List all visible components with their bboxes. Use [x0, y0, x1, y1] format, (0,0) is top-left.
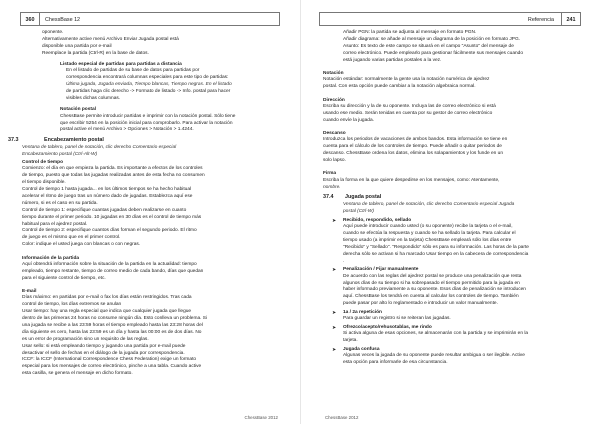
text-line: cuando envíe la jugada.	[323, 117, 374, 123]
text-line: control de tiempo, los días extremos se anulan	[22, 302, 122, 308]
text-line: Días máximo: en partidas por e-mail o fax los días están restringidos. Tras cada	[22, 295, 192, 301]
text-line: especial para los mensajes de correo electrónico, pinche a una tabla. Cuando active	[22, 364, 202, 370]
text-line: de partidas haga clic derecho -> Formato de listado -> Info. postal para hacer	[66, 89, 231, 95]
text-line: Si activa alguna de esas opciones, se almacenarán con la partida y se imprimirán en la	[343, 331, 529, 337]
section-menu-path	[323, 202, 581, 215]
arrow-bullet-icon: ➤	[332, 310, 337, 317]
text-line: Última jugada, Jugada enviada, Tiempo blancas, Tiempo negras. En el listado	[66, 82, 232, 88]
text-line: Añadir diagrama: se añade al mensaje un diagrama de la posición en formato JPG.	[343, 36, 521, 42]
text-line: ICCF: la ICCF (International Correspondence Chess Federation) exige un formato	[22, 357, 197, 363]
text-line: Encabezamiento postal (Ctrl-Alt-W)	[22, 151, 98, 157]
page-number: 360	[21, 13, 40, 25]
section-heading	[323, 194, 581, 200]
text-line: Añadir PGN: la partida se adjunta al mensaje en formato PGN.	[343, 30, 477, 35]
text-line: esta opción para informarle de esa circunstancia.	[343, 360, 448, 366]
text-line: cuenta para el cálculo de los controles de tiempo. Puede añadir o quitar periodos de	[323, 144, 502, 150]
list-item	[323, 218, 581, 265]
text-line: está jugando varias partidas postales a la vez.	[343, 57, 442, 63]
right-page-header	[319, 12, 581, 26]
arrow-bullet-icon: ➤	[332, 217, 337, 224]
text-line: correo electrónico. Puede emplearlo para gestionar fácilmente sus mensajes cuando	[343, 50, 523, 56]
text-line: Para guardar un registro si se reiteran las jugadas.	[343, 316, 451, 322]
text-line: Aquí obtendrá información sobre la situación de la partida en la actualidad: tiempo	[22, 261, 197, 267]
section-number: 37.3	[8, 136, 19, 143]
text-line: usando ese medio. Serán tenidas en cuenta por su gestor de correo electrónico	[323, 110, 493, 116]
text-line: Control de tiempo 1: especifique cuantas jugadas deben realizarse en cuanto	[22, 207, 187, 213]
text-line: Notación estándar: normalmente la gente usa la notación numérica de ajedrez	[323, 77, 490, 83]
text-line: aquí. ChessBase los tendrá en cuenta al calcular los controles de tiempo. También	[343, 294, 519, 300]
text-line: disponible una partida por e-mail	[42, 43, 112, 49]
firma-heading: Firma	[323, 171, 337, 177]
header-title: ChessBase 12	[45, 17, 81, 23]
arrow-bullet-icon: ➤	[332, 325, 337, 332]
text-line: puede pasar por alto lo reglamentado e introducir un valor manualmente.	[343, 301, 498, 307]
text-line: derecha sólo se activan si ha marcado Usar tiempo en la cabecera de correspondencia	[343, 251, 529, 257]
text-line: Usar tiempo: hay una regla especial que indica que cualquier jugada que llegue	[22, 309, 192, 315]
text-line: el tiempo disponible.	[22, 180, 66, 186]
page-number: 241	[561, 13, 580, 25]
item-title: 1a / 2a repetición	[343, 310, 382, 316]
text-line: Color: indique el usted juega con blancas o con negras.	[22, 242, 141, 248]
text-line: día siguiente es cero, hasta las 23:59 es un día y hasta las 00:00 es de dos días. No	[22, 329, 202, 335]
text-line: ChessBase permite introducir partidas e imprimir con la notación postal. Sólo tiene	[60, 113, 236, 119]
left-page-content	[8, 30, 280, 378]
text-line: para el siguiente control de tiempo, etc.	[22, 275, 106, 281]
control-tiempo-block	[22, 166, 280, 248]
text-line: cuando se efectúa la respuesta y cuando se ha sellado la tarjeta. Para calcular el	[343, 231, 516, 237]
left-page-header	[20, 12, 280, 26]
text-line: de tiempo, puesto que todas las jugadas realizadas antes de esta fecha no consumen	[22, 173, 205, 179]
text-line: Usar sello: si está empleando tiempo y jugando una partida por e-mail puede	[22, 343, 186, 349]
text-line: En el listado de partidas de su base de datos para partidas por	[66, 68, 200, 74]
text-line: Introduzca los periodos de vacaciones de ambos bandos. Esta información se tiene en	[323, 137, 508, 143]
listado-heading: Listado especial de partidas para partidas a distancia	[60, 62, 182, 68]
text-line: Reemplace la partida (Ctrl-R) en la base de datos.	[42, 50, 149, 56]
notacion-postal-heading: Notación postal	[60, 107, 96, 113]
text-line: Comienzo: el día en que empieza la partida. Es importante a efectos de los controles	[22, 166, 203, 172]
item-title: Jugada confusa	[343, 347, 380, 353]
right-page	[300, 0, 600, 424]
text-line: Alternativamente active menú Archivo Enviar Jugada postal está	[42, 36, 179, 42]
list-item	[323, 310, 581, 323]
text-line: correspondencia encontrará columnas especiales para este tipo de partidas:	[66, 75, 229, 81]
text-line: haber informado previamente a su oponente. Esos días de penalización se introducen	[343, 287, 526, 293]
header-title: Referencia	[527, 17, 554, 23]
list-item	[323, 325, 581, 344]
list-item	[323, 267, 581, 307]
direccion-block	[323, 104, 581, 124]
text-line: de juego es el mismo que en el primer control.	[22, 235, 121, 241]
info-partida-block	[22, 262, 280, 282]
email-block	[22, 295, 280, 377]
arrow-bullet-icon: ➤	[332, 347, 337, 354]
text-line: esta casilla, se genera el mensaje en dicho formato.	[22, 371, 133, 377]
text-line: descanso. ChessBase ordena los datos, elimina los solapamientos y los funde en un	[323, 151, 503, 157]
text-line: algunos días de su tiempo si ha sobrepasado el tiempo permitido para la jugada en	[343, 280, 520, 286]
section-menu-path	[22, 145, 280, 158]
firma-block	[323, 178, 581, 191]
right-page-content	[323, 30, 581, 367]
descanso-block	[323, 137, 581, 164]
text-line: tarjeta.	[343, 338, 358, 344]
text-line: que escribir 5254 en la posición inicial para comprobarlo. Para activar la notación	[60, 120, 233, 126]
text-line: Escriba su dirección y la de su oponente. Incluya las de correo electrónico si está	[323, 103, 496, 109]
item-title: Recibido, respondido, sellado	[343, 217, 412, 223]
text-line: una jugada se recibe a las 23:59 horas el tiempo empleado hasta las 23:28 horas del	[22, 322, 203, 328]
text-line: De acuerdo con las reglas del ajedrez postal se produce una penalización que resta	[343, 273, 522, 279]
text-line: Ventana de tablero, panel de notación, clic derecho Comentario especial	[22, 144, 177, 150]
text-line: dentro de las primeras 24 horas no consume ningún día. Esto conlleva un problema. Si	[22, 316, 208, 322]
text-line: Algunas veces la jugada de su oponente puede resultar ambigua o ser ilegible. Active	[343, 353, 525, 359]
text-line: .	[343, 258, 345, 264]
list-item	[323, 347, 581, 366]
email-heading: E-mail	[22, 289, 37, 295]
text-line: solo lapso.	[323, 157, 346, 163]
text-line: Escriba la forma en la que quiere despedirse en los mensajes, como: Atentamente,	[323, 177, 500, 183]
text-line: número, si es el caso en su partida.	[22, 200, 98, 206]
text-line: postal. Con esta opción puede cambiar a la notación algebraica normal.	[323, 84, 476, 90]
notacion-postal-block	[22, 114, 280, 134]
text-line: es un error de programación sino un requisito de las reglas.	[22, 336, 149, 342]
info-partida-heading: Información de la partida	[22, 255, 80, 261]
text-line: desactivar el sello de fechas en el diálogo de la jugada por correspondencia.	[22, 350, 185, 356]
text-line: visibles dichas columnas.	[66, 95, 121, 101]
section-heading	[8, 137, 280, 143]
page-footer: ChessBase 2012	[244, 415, 278, 420]
text-line: oponente.	[42, 30, 64, 35]
text-line: habitual para el ajedrez postal.	[22, 221, 88, 227]
text-line: postal active el menú Archivo > Opciones > Notación > 1.4244.	[60, 127, 194, 133]
section-title: Jugada postal	[345, 193, 382, 200]
text-line: tiempo usado (a imprimir en la tarjeta) ChessBase empleará sólo los días entre	[343, 237, 512, 243]
text-line: nombre.	[323, 184, 341, 190]
item-title: Penalización / Fijar manualmente	[343, 267, 419, 273]
text-line: postal (Ctrl-W)	[343, 209, 374, 215]
text-line: empleado, tiempo restante, tiempo de correo medio de cada bando, días que quedan	[22, 268, 204, 274]
text-line: Control de tiempo 2: especifique cuantos días forman el segundo periodo. El ritmo	[22, 228, 197, 234]
arrow-bullet-icon: ➤	[332, 267, 337, 274]
text-line: "Recibido" y "Sellado". "Respondido" sólo es para su información. Las horas de la parte	[343, 244, 529, 250]
page-footer: ChessBase 2012	[325, 415, 359, 420]
intro-block	[22, 30, 280, 57]
item-title: Ofrezco/acepto/rehusotablas, me rindo	[343, 325, 432, 331]
text-line: Ventana de tablero, panel de notación, clic derecho Comentario especial Jugada	[343, 202, 515, 208]
text-line: acelerar el ritmo de juego tras un número dado de jugadas. Establezca aquí ese	[22, 194, 193, 200]
control-tiempo-heading: Control de tiempo	[22, 160, 64, 166]
listado-block	[22, 68, 280, 102]
direccion-heading: Dirección	[323, 97, 345, 103]
section-number: 37.4	[323, 193, 334, 200]
notacion-block	[323, 77, 581, 90]
top-block	[323, 30, 581, 64]
section-title: Encabezamiento postal	[44, 136, 104, 143]
notacion-heading: Notación	[323, 70, 344, 76]
text-line: Control de tiempo 1 hasta jugada... en los últimos tiempos se ha hecho habitual	[22, 187, 192, 193]
text-line: Aquí puede introducir cuando usted (o su oponente) recibe la tarjeta o el e-mail,	[343, 224, 513, 230]
text-line: Asunto: Es texto de este campo se situará en el campo "Asunto" del mensaje de	[343, 43, 514, 49]
descanso-heading: Descanso	[323, 131, 346, 136]
text-line: tiempo durante el primer periodo. 10 jugadas en 30 días es el control de tiempo más	[22, 214, 202, 220]
